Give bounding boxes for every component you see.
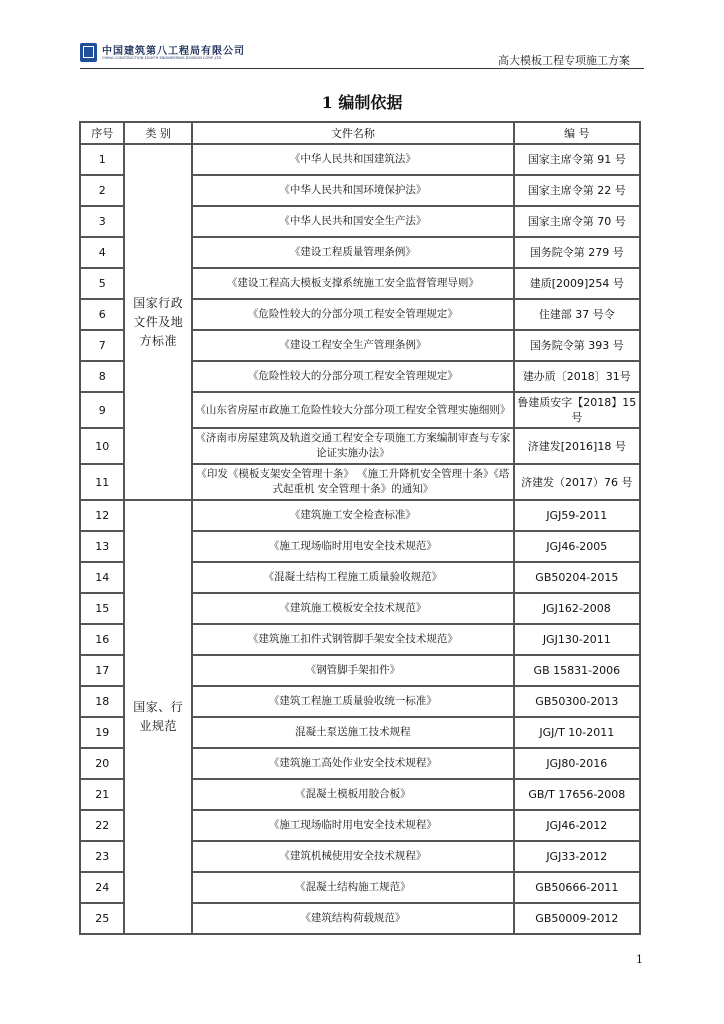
- document-code-cell: GB 15831-2006: [515, 656, 639, 685]
- row-number: 4: [81, 238, 123, 267]
- company-name-cn: 中国建筑第八工程局有限公司: [102, 46, 245, 57]
- document-name-cell: 《危险性较大的分部分项工程安全管理规定》: [193, 300, 512, 329]
- document-name-cell: 《建筑施工模板安全技术规范》: [193, 594, 512, 623]
- table-row: [81, 145, 639, 174]
- document-name-cell: 《山东省房屋市政施工危险性较大分部分项工程安全管理实施细则》: [193, 393, 512, 427]
- document-name-cell: 《混凝土结构工程施工质量验收规范》: [193, 563, 512, 592]
- document-code-cell: 住建部 37 号令: [515, 300, 639, 329]
- category-cell: 国家行政文件及地方标准: [125, 145, 191, 499]
- document-name-cell: 《施工现场临时用电安全技术规范》: [193, 532, 512, 561]
- document-code-cell: GB50009-2012: [515, 904, 639, 933]
- row-number: 9: [81, 393, 123, 427]
- row-number: 2: [81, 176, 123, 205]
- category-cell: 国家、行业规范: [125, 501, 191, 933]
- document-title: 高大模板工程专项施工方案: [498, 54, 630, 67]
- document-code-cell: 济建发[2016]18 号: [515, 429, 639, 463]
- document-code-cell: 建办质〔2018〕31号: [515, 362, 639, 391]
- document-name-cell: 《印发《模板支架安全管理十条》 《施工升降机安全管理十条》《塔式起重机 安全管理十条》的通知》: [193, 465, 512, 499]
- document-name-cell: 《危险性较大的分部分项工程安全管理规定》: [193, 362, 512, 391]
- row-number: 12: [81, 501, 123, 530]
- document-name-cell: 《建筑施工扣件式钢管脚手架安全技术规范》: [193, 625, 512, 654]
- row-number: 13: [81, 532, 123, 561]
- document-name-cell: 《中华人民共和国安全生产法》: [193, 207, 512, 236]
- document-name-cell: 混凝土泵送施工技术规程: [193, 718, 512, 747]
- row-number: 15: [81, 594, 123, 623]
- document-name-cell: 《钢管脚手架扣件》: [193, 656, 512, 685]
- document-code-cell: 国家主席令第 70 号: [515, 207, 639, 236]
- row-number: 16: [81, 625, 123, 654]
- header-category: 类 别: [125, 123, 191, 143]
- document-code-cell: 国务院令第 393 号: [515, 331, 639, 360]
- row-number: 23: [81, 842, 123, 871]
- document-code-cell: JGJ46-2012: [515, 811, 639, 840]
- document-code-cell: JGJ162-2008: [515, 594, 639, 623]
- document-code-cell: JGJ33-2012: [515, 842, 639, 871]
- document-name-cell: 《建筑机械使用安全技术规程》: [193, 842, 512, 871]
- header-code: 编 号: [515, 123, 639, 143]
- row-number: 10: [81, 429, 123, 463]
- row-number: 22: [81, 811, 123, 840]
- row-number: 17: [81, 656, 123, 685]
- page-header: [80, 42, 644, 68]
- page-number: 1: [636, 953, 643, 966]
- document-name-cell: 《混凝土模板用胶合板》: [193, 780, 512, 809]
- section-title: 1 编制依据: [321, 93, 403, 112]
- company-logo-icon: [80, 43, 97, 62]
- document-name-cell: 《混凝土结构施工规范》: [193, 873, 512, 902]
- document-code-cell: 国家主席令第 91 号: [515, 145, 639, 174]
- header-no: 序号: [81, 123, 123, 143]
- document-name-cell: 《建筑施工安全检查标准》: [193, 501, 512, 530]
- document-name-cell: 《建筑结构荷载规范》: [193, 904, 512, 933]
- document-code-cell: GB50666-2011: [515, 873, 639, 902]
- document-name-cell: 《中华人民共和国环境保护法》: [193, 176, 512, 205]
- document-code-cell: JGJ59-2011: [515, 501, 639, 530]
- row-number: 24: [81, 873, 123, 902]
- document-code-cell: 济建发（2017）76 号: [515, 465, 639, 499]
- row-number: 7: [81, 331, 123, 360]
- document-code-cell: JGJ46-2005: [515, 532, 639, 561]
- document-code-cell: JGJ130-2011: [515, 625, 639, 654]
- document-code-cell: 国务院令第 279 号: [515, 238, 639, 267]
- document-name-cell: 《施工现场临时用电安全技术规程》: [193, 811, 512, 840]
- header-divider: [80, 68, 644, 69]
- document-code-cell: 建质[2009]254 号: [515, 269, 639, 298]
- document-code-cell: JGJ80-2016: [515, 749, 639, 778]
- document-code-cell: GB50300-2013: [515, 687, 639, 716]
- document-name-cell: 《济南市房屋建筑及轨道交通工程安全专项施工方案编制审查与专家论证实施办法》: [193, 429, 512, 463]
- row-number: 5: [81, 269, 123, 298]
- document-name-cell: 《中华人民共和国建筑法》: [193, 145, 512, 174]
- document-name-cell: 《建设工程安全生产管理条例》: [193, 331, 512, 360]
- row-number: 25: [81, 904, 123, 933]
- basis-table: [79, 121, 641, 935]
- document-code-cell: 国家主席令第 22 号: [515, 176, 639, 205]
- table-row: [81, 501, 639, 530]
- document-name-cell: 《建筑施工高处作业安全技术规程》: [193, 749, 512, 778]
- table-body: [81, 145, 639, 933]
- row-number: 3: [81, 207, 123, 236]
- row-number: 18: [81, 687, 123, 716]
- row-number: 6: [81, 300, 123, 329]
- document-code-cell: 鲁建质安字【2018】15号: [515, 393, 639, 427]
- row-number: 14: [81, 563, 123, 592]
- document-code-cell: GB/T 17656-2008: [515, 780, 639, 809]
- row-number: 1: [81, 145, 123, 174]
- document-code-cell: JGJ/T 10-2011: [515, 718, 639, 747]
- table-header-row: [81, 123, 639, 143]
- row-number: 19: [81, 718, 123, 747]
- document-name-cell: 《建筑工程施工质量验收统一标准》: [193, 687, 512, 716]
- company-name-en: CHINA CONSTRUCTION EIGHTH ENGINEERING DIVISION CORP.,LTD: [102, 56, 222, 60]
- row-number: 11: [81, 465, 123, 499]
- document-name-cell: 《建设工程高大模板支撑系统施工安全监督管理导则》: [193, 269, 512, 298]
- row-number: 20: [81, 749, 123, 778]
- document-name-cell: 《建设工程质量管理条例》: [193, 238, 512, 267]
- header-name: 文件名称: [193, 123, 512, 143]
- document-code-cell: GB50204-2015: [515, 563, 639, 592]
- row-number: 21: [81, 780, 123, 809]
- row-number: 8: [81, 362, 123, 391]
